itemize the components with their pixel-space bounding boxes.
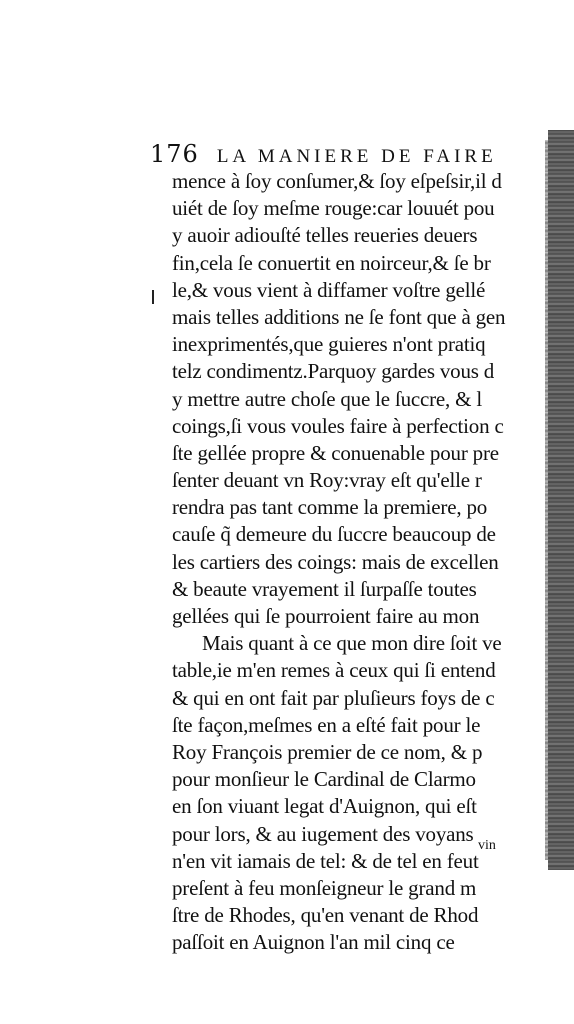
text-line: table,ie m'en remes à ceux qui ſi entend bbox=[172, 658, 496, 683]
text-line: inexprimentés,que guieres n'ont pratiq bbox=[172, 332, 486, 357]
binding-edge bbox=[545, 140, 548, 860]
catchword: vin bbox=[478, 838, 496, 853]
text-line: en ſon viuant legat d'Auignon, qui eſt bbox=[172, 794, 477, 819]
text-line: paſſoit en Auignon l'an mil cinq ce bbox=[172, 930, 455, 955]
text-line: & beaute vrayement il ſurpaſſe toutes bbox=[172, 576, 477, 601]
text-line: ſte façon,meſmes en a eſté fait pour le bbox=[172, 712, 481, 737]
text-line: Roy François premier de ce nom, & p bbox=[172, 739, 483, 764]
page-header bbox=[150, 140, 510, 170]
text-line: ſte gellée propre & conuenable pour pre bbox=[172, 440, 499, 465]
text-line: cauſe q̃ demeure du ſuccre beaucoup de bbox=[172, 522, 496, 547]
running-title: LA MANIERE DE FAIRE bbox=[216, 146, 497, 167]
text-line: le,& vous vient à diffamer voſtre gellé bbox=[172, 277, 486, 302]
text-line: pour monſieur le Cardinal de Clarmo bbox=[172, 767, 476, 792]
binding-gutter bbox=[548, 130, 574, 870]
text-line: ſtre de Rhodes, qu'en venant de Rhod bbox=[172, 903, 479, 928]
text-line: mais telles additions ne ſe font que à gen bbox=[172, 304, 506, 329]
text-line: ſenter deuant vn Roy:vray eſt qu'elle r bbox=[172, 468, 482, 493]
text-line: uiét de ſoy meſme rouge:car louuét pou bbox=[172, 196, 495, 221]
text-line: les cartiers des coings: mais de excellen bbox=[172, 549, 499, 574]
text-line: gellées qui ſe pourroient faire au mon bbox=[172, 604, 480, 628]
text-line: fin,cela ſe conuertit en noirceur,& ſe br bbox=[172, 250, 491, 275]
text-line: y auoir adiouſté telles reueries deuers bbox=[172, 223, 478, 248]
text-line: n'en vit iamais de tel: & de tel en feut bbox=[172, 848, 479, 873]
text-line: preſent à feu monſeigneur le grand m bbox=[172, 875, 477, 900]
body-text bbox=[172, 168, 514, 955]
page-number: 176 bbox=[150, 140, 199, 168]
text-line: pour lors, & au iugement des voyans bbox=[172, 821, 474, 846]
text-line: mence à ſoy conſumer,& ſoy eſpeſsir,il d bbox=[172, 169, 502, 193]
text-line: telz condimentz.Parquoy gardes vous d bbox=[172, 359, 495, 384]
text-line: Mais quant à ce que mon dire ſoit ve bbox=[202, 631, 502, 656]
text-line: & qui en ont fait par pluſieurs foys de c bbox=[172, 685, 495, 710]
stray-ink-mark bbox=[152, 290, 154, 304]
text-line: y mettre autre choſe que le ſuccre, & l bbox=[172, 386, 482, 411]
text-line: coings,ſi vous voules faire à perfection c bbox=[172, 413, 504, 438]
text-line: rendra pas tant comme la premiere, po bbox=[172, 495, 488, 520]
